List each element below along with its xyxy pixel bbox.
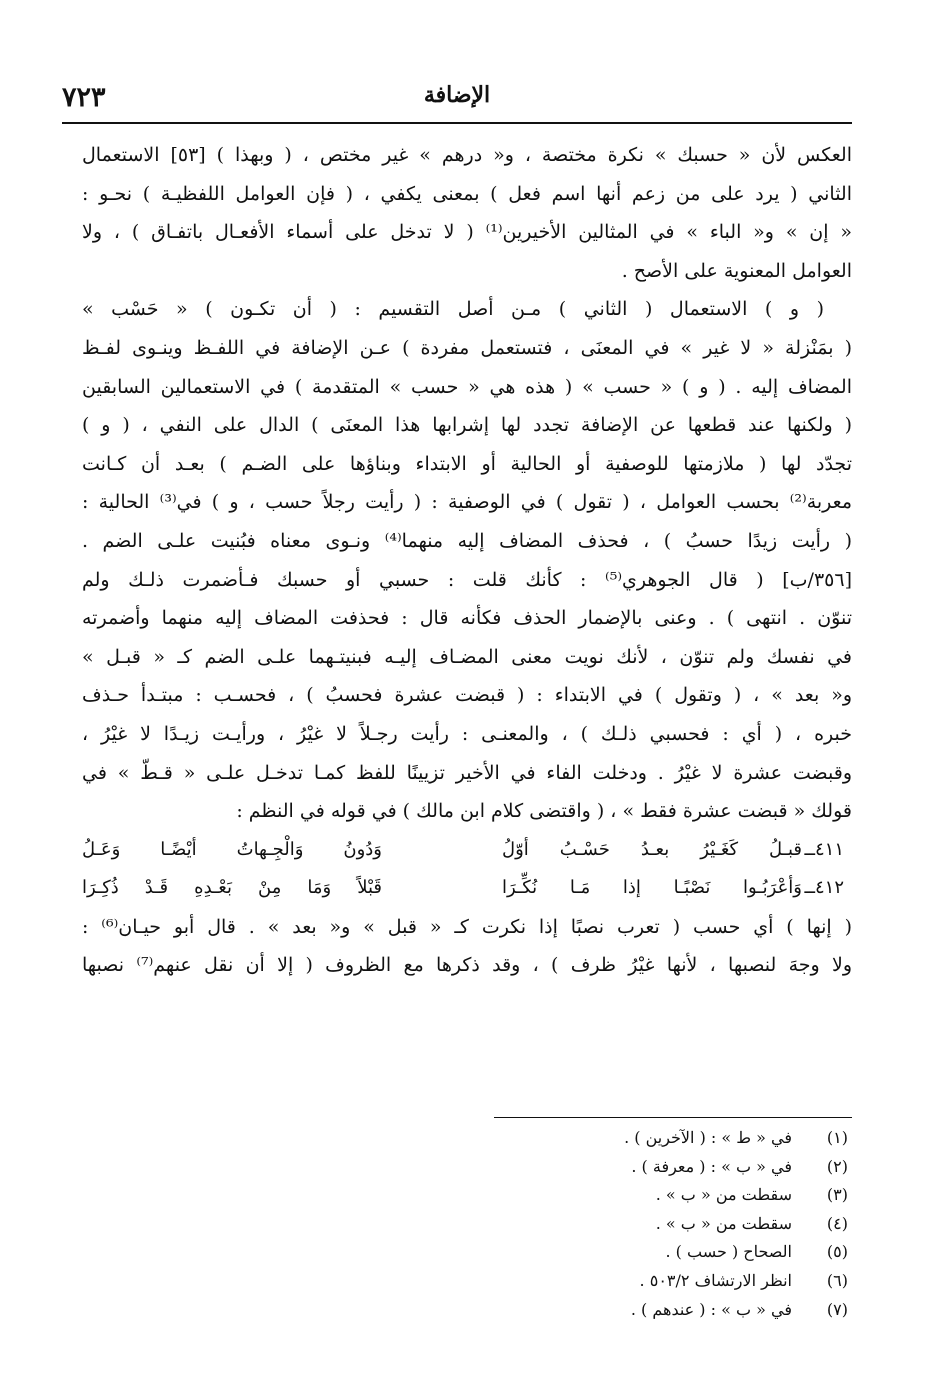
text-line: ( بمَنْزلة « لا غير » في المعنَى ، فتستعمل مفردة ) عـن الإضافة في اللفـظ وينـوى لفـظ	[82, 336, 852, 359]
footnote-text: انظر الارتشاف ٥٠٣/٢ .	[639, 1270, 792, 1290]
footnote-text: سقطت من « ب » .	[655, 1185, 792, 1205]
text-line: معربة⁽²⁾ بحسب العوامل ، ( تقول ) في الوصفية : ( رأيت رجلاً حسب ، و ) في⁽³⁾ الحالية :	[82, 491, 852, 514]
footnote	[200, 1153, 852, 1182]
footnote-number: (٥)	[826, 1242, 848, 1262]
text-line: [٣٥٦/ب] ( قال الجوهري⁽⁵⁾ : كأنك قلت : حسبي أو حسبك فـأضمرت ذلـك ولم	[82, 568, 852, 591]
text-line: العوامل المعنوية على الأصح .	[621, 259, 852, 282]
main-text	[82, 136, 852, 985]
text-line: و« بعد » ، ( وتقول ) في الابتداء : ( قبضت عشرة فحسبُ ) ، فحسـب : مبتـدأ حـذف	[82, 684, 852, 707]
footnote-number: (١)	[826, 1128, 848, 1147]
text-line: ولا وجهَ لنصبها ، لأنها غيْرُ ظرف ) ، وقد ذكرها مع الظروف ( إلا أن نقل عنهم⁽⁷⁾ نصبها	[82, 954, 852, 977]
footnotes	[200, 1124, 852, 1324]
text-line: قولك « قبضت عشرة فقط » ، ( واقتضى كلام ابن مالك ) في قوله في النظم :	[236, 800, 852, 823]
footnote	[200, 1296, 852, 1325]
footnote-divider	[494, 1117, 852, 1118]
footnote	[200, 1181, 852, 1210]
footnote-number: (٤)	[826, 1213, 848, 1233]
verse-number: ٤١١ــ	[804, 838, 844, 860]
verse-second-hemistich: وَدُونُ وَالْجِـهاتُ أيْضًـا وَعَـلُ	[82, 838, 382, 860]
text-line: المضاف إليه . ( و ) « حسب » ( هذه هي « حسب » المتقدمة ) في الاستعمالين السابقين	[82, 375, 852, 398]
footnote-number: (٢)	[826, 1156, 848, 1176]
page-header	[62, 78, 852, 124]
footnote	[200, 1124, 852, 1153]
text-line: وقبضت عشرة لا غيْرُ . ودخلت الفاء في الأخير تزيينًا للفظ كمـا تدخـل علـى « قـطّ » في	[82, 761, 852, 784]
poem-verse	[82, 831, 852, 870]
footnote-text: في « ب » : ( معرفة ) .	[631, 1156, 792, 1176]
footnote-number: (٧)	[826, 1299, 848, 1319]
text-line: العكس لأن « حسبك » نكرة مختصة ، و« درهم » غير مختص ، ( وبهذا ) [٥٣] الاستعمال	[82, 144, 852, 166]
footnote-text: الصحاح ( حسب ) .	[665, 1242, 792, 1262]
footnote	[200, 1210, 852, 1239]
running-title: الإضافة	[423, 82, 491, 108]
text-line: ( إنها ) أي حسب ( تعرب نصبًا إذا نكرت كـ « قبل » و« بعد » . قال أبو حيـان⁽⁶⁾ :	[82, 915, 852, 938]
footnote-text: في « ب » : ( عندهم ) .	[630, 1299, 792, 1319]
footnote-number: (٦)	[826, 1270, 848, 1290]
text-line: ( و ) الاستعمال ( الثاني ) مـن أصل التقسيم : ( أن تكـون ) « حَسْب »	[82, 298, 824, 321]
text-line: تنوّن . انتهى ) . وعنى بالإضمار الحذف فكأنه قال : فحذفت المضاف إليه منهما وأضمرته	[82, 607, 852, 630]
footnote	[200, 1238, 852, 1267]
poem-verse	[82, 869, 852, 908]
text-line: في نفسك ولم تنوّن ، لأنك نويت معنى المضـاف إليـه فبنيتـهما علـى الضم كـ « قبـل »	[82, 645, 852, 668]
footnote-text: في « ط » : ( الآخرين ) .	[624, 1128, 792, 1147]
text-line: الثاني ( يرد على من زعم أنها اسم فعل ) بمعنى يكفي ، ( فإن العوامل اللفظيـة ) نحـو :	[82, 182, 852, 205]
verse-first-hemistich: وَأعْرَبُـوا نَصْبًـا إذا مَـا نُكِّـرَا	[502, 877, 802, 899]
footnote	[200, 1267, 852, 1296]
verse-number: ٤١٢ــ	[804, 877, 844, 899]
verse-first-hemistich: قبـلُ كَغَـيْرُ بعـدُ حَسْـبُ أوّلُ	[502, 838, 802, 860]
text-line: « إن » و« الباء » في المثالين الأخيرين⁽¹⁾ ( لا تدخل على أسماء الأفعـال باتفـاق ) ، ولا	[82, 221, 852, 244]
page-number: ٧٢٣	[62, 82, 106, 113]
text-line: تجدّد لها ( ملازمتها للوصفية أو الحالية أو الابتداء وبناؤها على الضـم ) بعـد أن كـانت	[82, 452, 852, 475]
text-line: ( ولكنها عند قطعها عن الإضافة تجدد لها إشرابها هذا المعنَى ) الدال على النفي ، ( و )	[82, 414, 852, 437]
verse-second-hemistich: قَبْلاً وَمَا مِنْ بَعْـدِهِ قَـدْ ذُكِـرَا	[82, 877, 382, 899]
footnote-text: سقطت من « ب » .	[655, 1213, 792, 1233]
text-line: خبره ، ( أي : فحسبي ذلـك ) ، والمعنـى : رأيت رجـلاً لا غيْرُ ، ورأيـت زيـدًا لا غيْرُ ،	[82, 722, 852, 745]
footnote-number: (٣)	[826, 1185, 848, 1205]
text-line: ( رأيت زيدًا حسبُ ) ، فحذف المضاف إليه منهما⁽⁴⁾ ونـوى معناه فبُنيت علـى الضم .	[82, 529, 852, 552]
